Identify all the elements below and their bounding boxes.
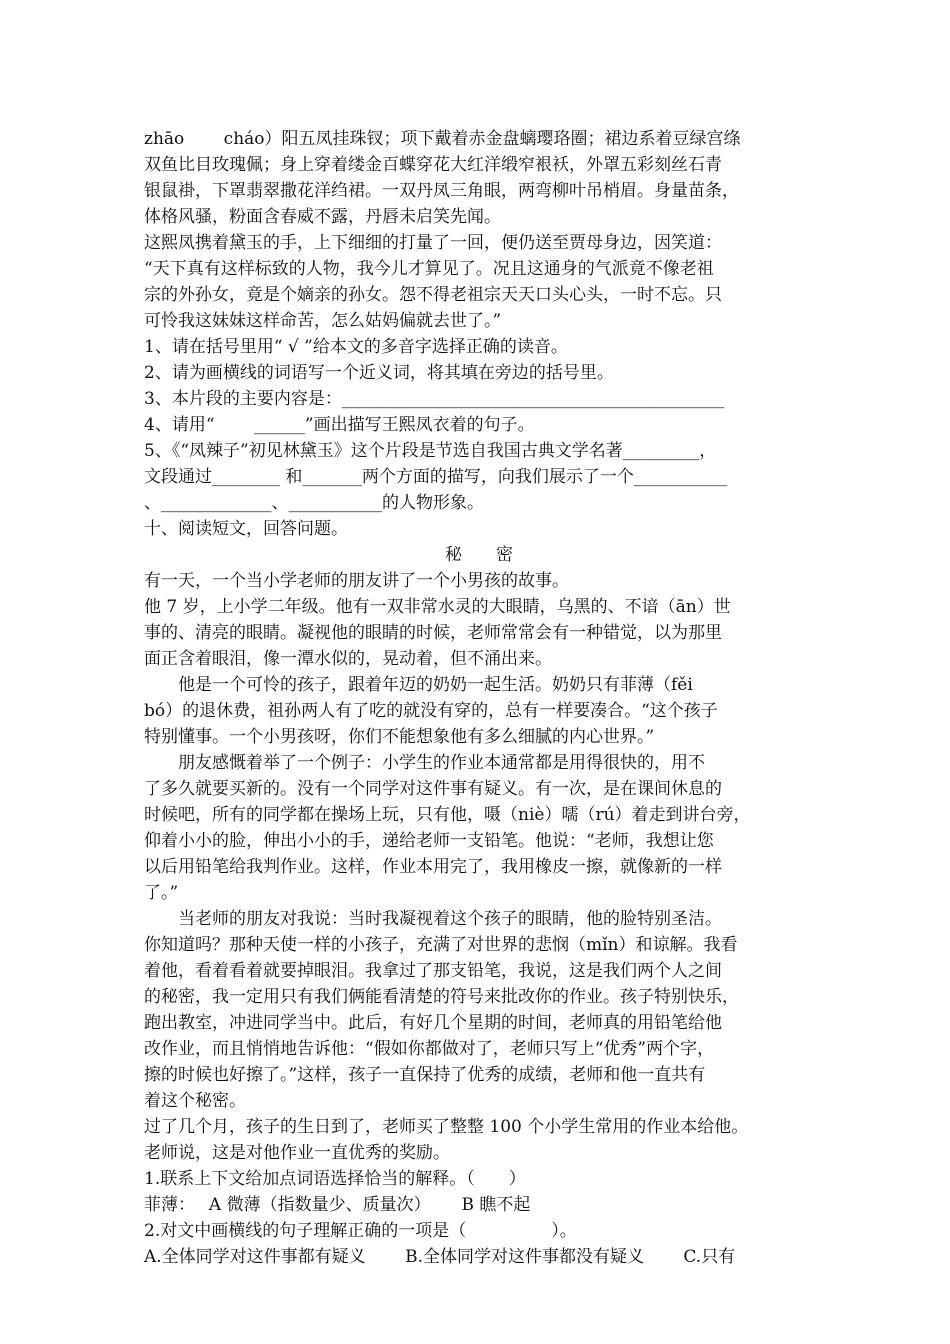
text-line: 朋友感慨着举了一个例子：小学生的作业本通常都是用得很快的，用不 xyxy=(144,753,705,773)
text-line: 了多久就要买新的。没有一个同学对这件事有疑义。有一次，是在课间休息的 xyxy=(144,779,722,799)
section-heading: 十、阅读短文，回答问题。 xyxy=(144,519,348,539)
text-line: 仰着小小的脸，伸出小小的手，递给老师一支铅笔。他说：“老师，我想让您 xyxy=(144,831,714,851)
text-line: 着他，看着看着就要掉眼泪。我拿过了那支铅笔，我说，这是我们两个人之间 xyxy=(144,961,722,981)
text-line: 他 7 岁，上小学二年级。他有一双非常水灵的大眼睛，乌黑的、不谙（ān）世 xyxy=(144,597,731,617)
text-line: 跑出教室，冲进同学当中。此后，有好几个星期的时间，老师真的用铅笔给他 xyxy=(144,1013,722,1033)
text-line: 改作业，而且悄悄地告诉他：“假如你都做对了，老师只写上“优秀”两个字， xyxy=(144,1039,715,1059)
question-line: 、_____________、___________的人物形象。 xyxy=(144,493,484,513)
text-line: 特别懂事。一个小男孩呀，你们不能想象他有多么细腻的内心世界。” xyxy=(144,727,655,747)
text-line: 银鼠褂，下罩翡翠撒花洋绉裙。一双丹凤三角眼，两弯柳叶吊梢眉。身量苗条， xyxy=(144,181,739,201)
text-line: “天下真有这样标致的人物，我今儿才算见了。况且这通身的气派竟不像老祖 xyxy=(144,259,714,279)
question-line: 3、本片段的主要内容是：_____________________________________________ xyxy=(144,389,725,409)
question-line: A.全体同学对这件事都有疑义 B.全体同学对这件事都没有疑义 C.只有 xyxy=(144,1247,736,1267)
text-line: zhāo cháo）阳五凤挂珠钗；项下戴着赤金盘螭璎珞圈；裙边系着豆绿宫绦 xyxy=(144,129,741,149)
text-line: 面正含着眼泪，像一潭水似的，晃动着，但不涌出来。 xyxy=(144,649,552,669)
passage-title: 秘 密 xyxy=(445,545,513,565)
text-line: 宗的外孙女，竟是个嫡亲的孙女。怨不得老祖宗天天口头心头，一时不忘。只 xyxy=(144,285,722,305)
question-line: 1、请在括号里用“ √ ”给本文的多音字选择正确的读音。 xyxy=(144,337,568,357)
text-line: 着这个秘密。 xyxy=(144,1091,246,1111)
text-line: 你知道吗？那种天使一样的小孩子，充满了对世界的悲悯（mǐn）和谅解。我看 xyxy=(144,935,738,955)
text-line: 老师说，这是对他作业一直优秀的奖励。 xyxy=(144,1143,450,1163)
question-line: 4、请用“ ______”画出描写王熙凤衣着的句子。 xyxy=(144,415,535,435)
question-line: 2.对文中画横线的句子理解正确的一项是（ ）。 xyxy=(144,1221,577,1241)
text-line: 他是一个可怜的孩子，跟着年迈的奶奶一起生活。奶奶只有菲薄（fěi xyxy=(144,675,693,695)
text-line: bó）的退休费，祖孙两人有了吃的就没有穿的，总有一样要凑合。“这个孩子 xyxy=(144,701,718,721)
text-line: 当老师的朋友对我说：当时我凝视着这个孩子的眼睛，他的脸特别圣洁。 xyxy=(144,909,722,929)
text-line: 了。” xyxy=(144,883,179,903)
question-line: 5、《“凤辣子”初见林黛玉》这个片段是节选自我国古典文学名著_________， xyxy=(144,441,717,461)
text-line: 以后用铅笔给我判作业。这样，作业本用完了，我用橡皮一擦，就像新的一样 xyxy=(144,857,722,877)
text-line: 时候吧，所有的同学都在操场上玩，只有他，嗫（niè）嚅（rú）着走到讲台旁， xyxy=(144,805,751,825)
question-line: 1.联系上下文给加点词语选择恰当的解释。（ ） xyxy=(144,1169,526,1189)
question-line: 菲薄： A 微薄（指数量少、质量次） B 瞧不起 xyxy=(144,1195,531,1215)
text-line: 这熙凤携着黛玉的手，上下细细的打量了一回，便仍送至贾母身边，因笑道： xyxy=(144,233,722,253)
question-line: 文段通过________ 和_______两个方面的描写，向我们展示了一个___________ xyxy=(144,467,728,487)
text-line: 过了几个月，孩子的生日到了，老师买了整整 100 个小学生常用的作业本给他。 xyxy=(144,1117,749,1137)
text-line: 的秘密，我一定用只有我们俩能看清楚的符号来批改你的作业。孩子特别快乐， xyxy=(144,987,739,1007)
text-line: 事的、清亮的眼睛。凝视他的眼睛的时候，老师常常会有一种错觉，以为那里 xyxy=(144,623,722,643)
text-line: 体格风骚，粉面含春威不露，丹唇未启笑先闻。 xyxy=(144,207,501,227)
question-line: 2、请为画横线的词语写一个近义词，将其填在旁边的括号里。 xyxy=(144,363,614,383)
text-line: 双鱼比目玫瑰佩；身上穿着缕金百蝶穿花大红洋缎窄裉袄，外罩五彩刻丝石青 xyxy=(144,155,722,175)
text-line: 有一天，一个当小学老师的朋友讲了一个小男孩的故事。 xyxy=(144,571,569,591)
text-line: 可怜我这妹妹这样命苦，怎么姑妈偏就去世了。” xyxy=(144,311,502,331)
text-line: 擦的时候也好擦了。”这样，孩子一直保持了优秀的成绩，老师和他一直共有 xyxy=(144,1065,706,1085)
